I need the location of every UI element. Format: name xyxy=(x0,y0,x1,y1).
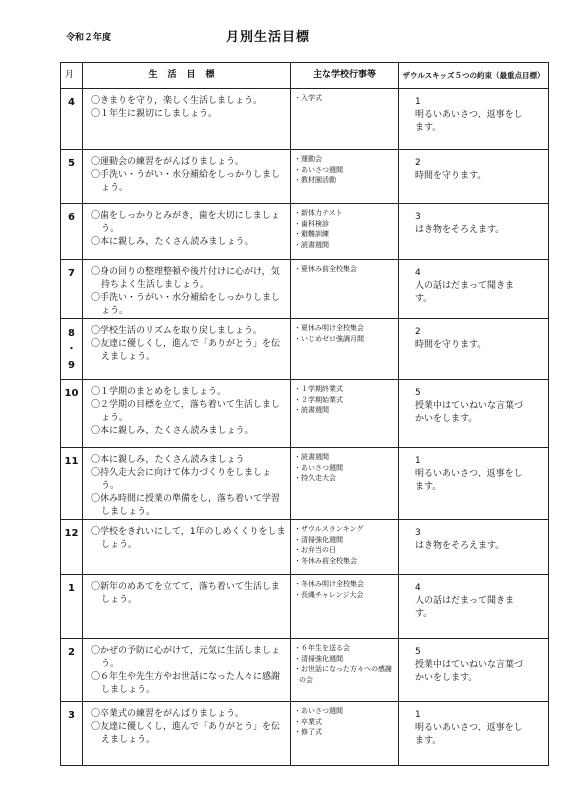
month-cell: 2 xyxy=(61,639,83,702)
goals-cell xyxy=(83,380,291,448)
month-cell: 4 xyxy=(61,89,83,150)
events-cell xyxy=(291,204,399,260)
column-header-goals xyxy=(83,63,291,89)
promise-text: 明るいあいさつ、返事をします。 xyxy=(415,110,523,133)
table-row xyxy=(61,319,549,380)
promise-cell xyxy=(399,575,549,639)
promise-cell xyxy=(399,319,549,380)
event-item: ・６年生を送る会 xyxy=(294,644,350,652)
goal-item: 〇本に親しみ，たくさん読みましょう xyxy=(91,455,245,465)
events-cell xyxy=(291,448,399,520)
page-header xyxy=(0,0,566,60)
promise-text: はき物をそろえます。 xyxy=(415,541,505,551)
promise-number: 2 xyxy=(415,158,421,168)
event-item: ・読書週間 xyxy=(294,406,329,414)
promise-cell xyxy=(399,380,549,448)
event-item: ・清掃強化週間 xyxy=(294,654,343,663)
table-row xyxy=(61,520,549,575)
promise-cell xyxy=(399,639,549,702)
goal-item: 〇６年生や先生方やお世話になった人々に感謝しましょう。 xyxy=(91,672,281,695)
promise-cell xyxy=(399,520,549,575)
promise-number: 4 xyxy=(415,583,421,593)
table-header-row xyxy=(61,63,549,89)
event-item: ・入学式 xyxy=(294,94,322,102)
month-cell: 10 xyxy=(61,380,83,448)
events-cell xyxy=(291,380,399,448)
goal-item: 〇本に親しみ，たくさん読みましょう。 xyxy=(91,426,254,436)
goal-item: 〇２学期の目標を立て，落ち着いて生活しましょう。 xyxy=(91,400,280,423)
goal-item: 〇休み時間に授業の準備をし，落ち着いて学習しましょう。 xyxy=(91,494,281,517)
event-item: ・夏休み明け全校集会 xyxy=(294,324,364,332)
goal-item: 〇運動会の練習をがんばりましょう。 xyxy=(91,157,245,167)
promise-text: 明るいあいさつ、返事をします。 xyxy=(415,723,523,746)
promise-text: 人の話はだまって聞きます。 xyxy=(415,281,515,304)
event-item: ・歯科検診 xyxy=(294,219,329,228)
goals-cell xyxy=(83,702,291,766)
month-cell: 6 xyxy=(61,204,83,260)
event-item: ・１学期終業式 xyxy=(294,385,343,393)
goal-item: 〇新年のめあてを立てて，落ち着いて生活しましょう。 xyxy=(91,582,280,605)
goal-item: 〇きまりを守り，楽しく生活しましょう。 xyxy=(91,96,263,106)
events-cell xyxy=(291,319,399,380)
month-cell: 1 xyxy=(61,575,83,639)
event-item: ・避難訓練 xyxy=(294,230,329,238)
events-cell xyxy=(291,575,399,639)
goal-item: 〇学校生活のリズムを取り戻しましょう。 xyxy=(91,326,262,336)
school-year: 令和２年度 xyxy=(66,33,112,43)
event-item: ・夏休み前全校集会 xyxy=(294,265,357,273)
goals-cell xyxy=(83,639,291,702)
goals-cell xyxy=(83,575,291,639)
month-cell: 12 xyxy=(61,520,83,575)
column-header-month: 月 xyxy=(61,63,83,89)
goals-cell xyxy=(83,319,291,380)
event-item: ・運動会 xyxy=(294,155,322,163)
event-item: ・卒業式 xyxy=(294,717,322,726)
table-row xyxy=(61,260,549,319)
goal-item: 〇かぜの予防に心がけて，元気に生活しましょう。 xyxy=(91,646,280,669)
goal-item: 〇歯をしっかりとみがき，歯を大切にしましょう。 xyxy=(91,211,280,234)
promise-text: 明るいあいさつ、返事をします。 xyxy=(415,469,523,492)
promise-cell xyxy=(399,260,549,319)
month-char: 8 xyxy=(68,328,75,339)
event-item: ・教材園活動 xyxy=(294,176,336,184)
events-cell xyxy=(291,702,399,766)
event-item: ・２学期始業式 xyxy=(294,395,343,404)
event-item: ・ザウルスランキング xyxy=(294,525,364,533)
promise-text: 時間を守ります。 xyxy=(415,340,487,350)
promise-number: 2 xyxy=(415,327,421,337)
promise-number: 3 xyxy=(415,528,421,538)
month-cell: 5 xyxy=(61,150,83,204)
table-row xyxy=(61,702,549,766)
promise-number: 1 xyxy=(415,97,421,107)
month-cell xyxy=(61,319,83,380)
event-item: ・清掃強化週間 xyxy=(294,535,343,544)
event-item: ・いじめゼロ強調月間 xyxy=(294,334,364,343)
event-item: ・修了式 xyxy=(294,728,322,736)
month-char: 9 xyxy=(68,360,75,371)
table-row xyxy=(61,150,549,204)
table-row xyxy=(61,380,549,448)
month-cell: 11 xyxy=(61,448,83,520)
event-item: ・あいさつ週間 xyxy=(294,707,343,715)
event-item: ・冬休み前全校集会 xyxy=(294,556,357,565)
promise-cell xyxy=(399,448,549,520)
promise-text: 授業中はていねいな言葉づかいをします。 xyxy=(415,401,524,424)
goals-cell xyxy=(83,260,291,319)
goal-item: 〇友達に優しくし，進んで「ありがとう」を伝えましょう。 xyxy=(91,722,281,745)
table-row xyxy=(61,89,549,150)
event-item: ・読書週間 xyxy=(294,453,329,461)
goal-item: 〇１年生に親切にしましょう。 xyxy=(91,109,218,119)
column-header-goals-label: 生活目標 xyxy=(148,70,225,80)
promise-cell xyxy=(399,702,549,766)
event-item: ・持久走大会 xyxy=(294,474,336,482)
goal-item: 〇友達に優しくし，進んで「ありがとう」を伝えましょう。 xyxy=(91,339,281,362)
promise-number: 5 xyxy=(415,647,421,657)
column-header-promise: ザウルスキッズ５つの約束（最重点目標） xyxy=(399,63,549,89)
events-cell xyxy=(291,89,399,150)
goal-item: 〇手洗い・うがい・水分補給をしっかりしましょう。 xyxy=(91,170,281,193)
events-cell xyxy=(291,520,399,575)
monthly-goals-table xyxy=(60,62,549,766)
month-cell: 3 xyxy=(61,702,83,766)
event-item: ・あいさつ週間 xyxy=(294,165,343,174)
event-item: ・冬休み明け全校集会 xyxy=(294,580,364,588)
event-item: ・新体力テスト xyxy=(294,209,343,217)
promise-cell xyxy=(399,89,549,150)
promise-text: 授業中はていねいな言葉づかいをします。 xyxy=(415,660,524,683)
event-item: ・お世話になった方々への感謝の会 xyxy=(294,665,392,684)
goals-cell xyxy=(83,448,291,520)
goal-item: 〇学校をきれいにして，1年のしめくくりをしましょう。 xyxy=(91,527,286,550)
events-cell xyxy=(291,150,399,204)
goals-cell xyxy=(83,89,291,150)
goal-item: 〇本に親しみ，たくさん読みましょう。 xyxy=(91,237,254,247)
events-cell xyxy=(291,260,399,319)
promise-cell xyxy=(399,204,549,260)
month-cell: 7 xyxy=(61,260,83,319)
promise-number: 5 xyxy=(415,388,421,398)
event-item: ・読書週間 xyxy=(294,240,329,249)
event-item: ・お弁当の日 xyxy=(294,546,336,554)
promise-cell xyxy=(399,150,549,204)
page-title: 月別生活目標 xyxy=(226,30,311,45)
goal-item: 〇手洗い・うがい・水分補給をしっかりしましょう。 xyxy=(91,293,281,316)
promise-text: はき物をそろえます。 xyxy=(415,225,505,235)
event-item: ・あいさつ週間 xyxy=(294,463,343,472)
event-item: ・長縄チャレンジ大会 xyxy=(294,590,364,599)
goals-cell xyxy=(83,204,291,260)
table-row xyxy=(61,204,549,260)
goals-cell xyxy=(83,150,291,204)
goal-item: 〇持久走大会に向けて体力づくりをしましょう。 xyxy=(91,468,272,491)
goal-item: 〇卒業式の練習をがんばりましょう。 xyxy=(91,709,245,719)
table-row xyxy=(61,639,549,702)
promise-number: 1 xyxy=(415,710,421,720)
promise-text: 人の話はだまって聞きます。 xyxy=(415,596,515,619)
promise-number: 3 xyxy=(415,212,421,222)
goal-item: 〇身の回りの整理整頓や後片付けに心がけ，気持ちよく生活しましょう。 xyxy=(91,267,280,290)
goals-cell xyxy=(83,520,291,575)
table-row xyxy=(61,575,549,639)
events-cell xyxy=(291,639,399,702)
month-char: ・ xyxy=(66,344,77,355)
table-row xyxy=(61,448,549,520)
column-header-events: 主な学校行事等 xyxy=(291,63,399,89)
promise-number: 1 xyxy=(415,456,421,466)
promise-number: 4 xyxy=(415,268,421,278)
promise-text: 時間を守ります。 xyxy=(415,171,487,181)
goal-item: 〇１学期のまとめをしましょう。 xyxy=(91,387,227,397)
